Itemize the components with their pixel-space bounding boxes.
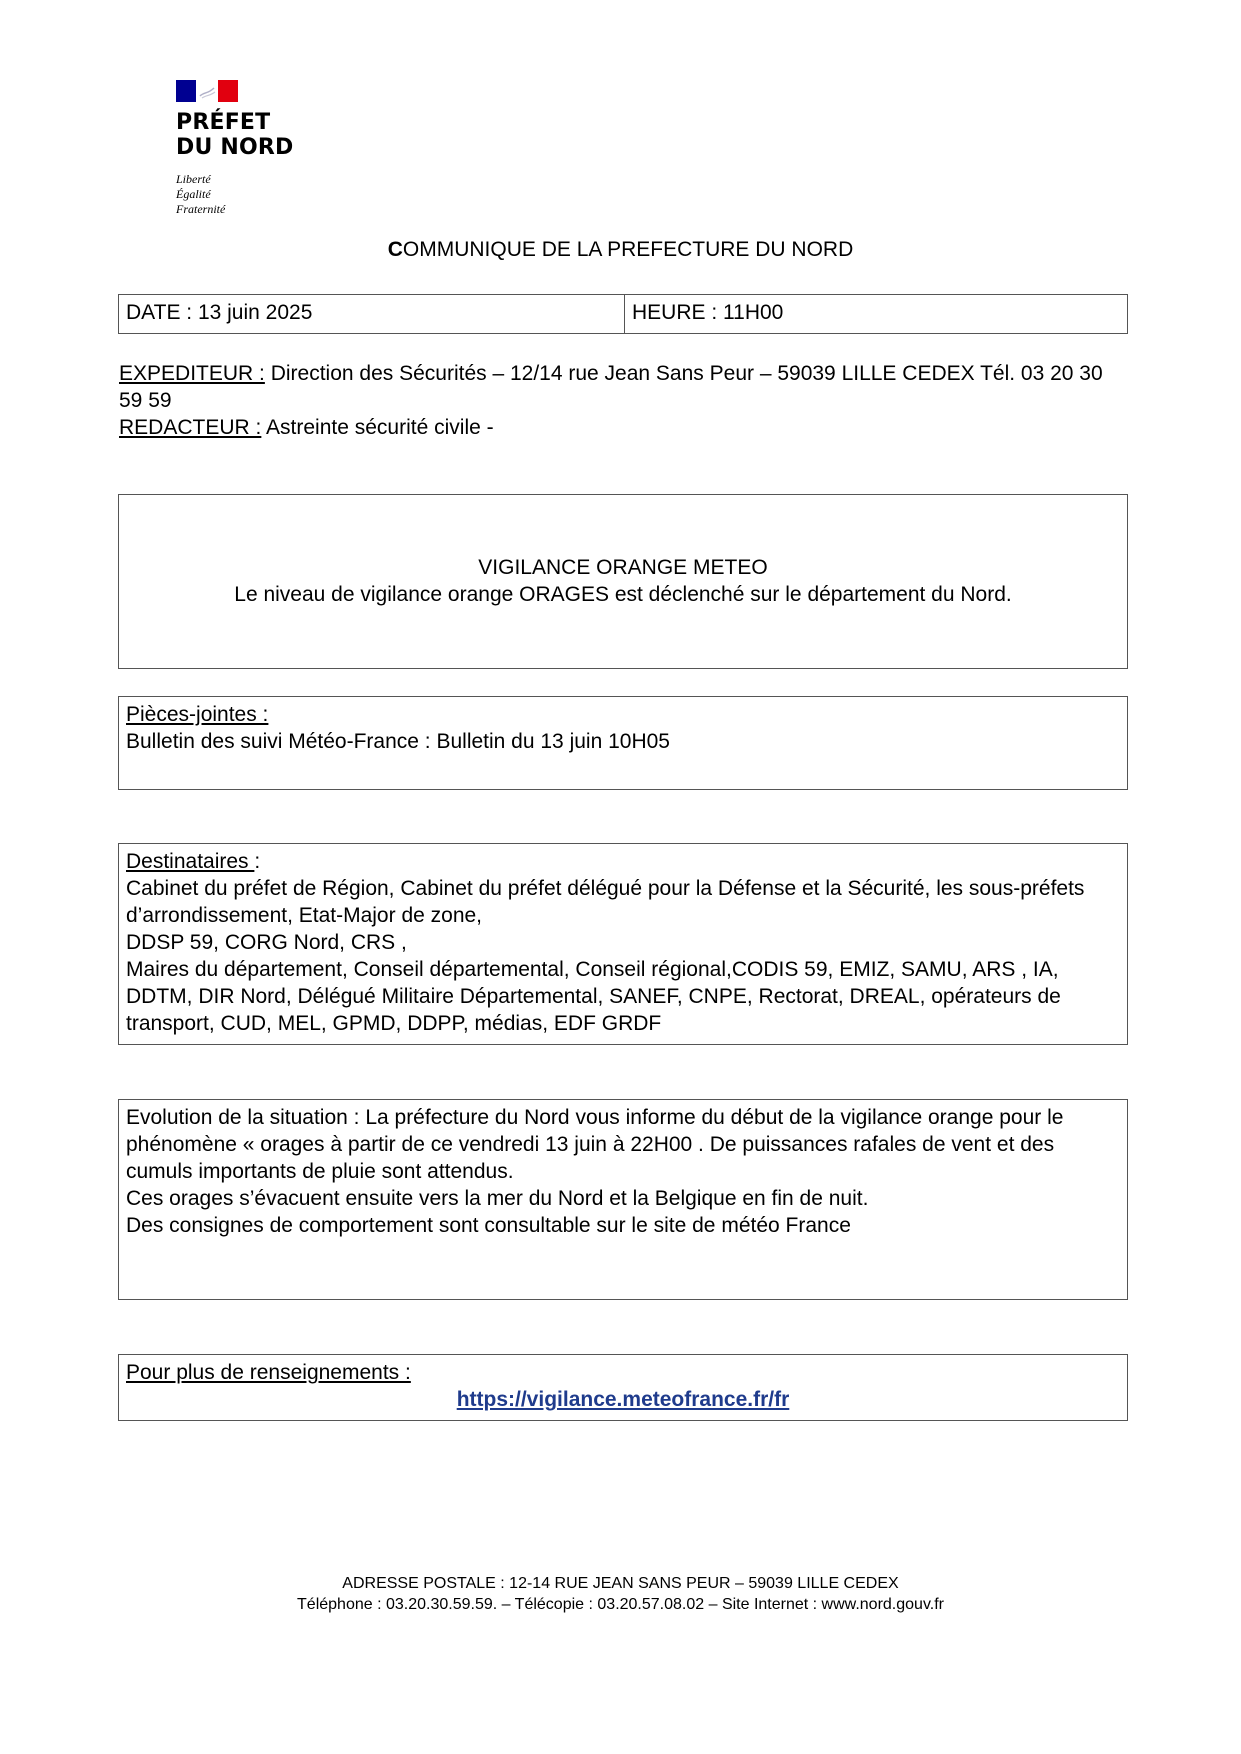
more-info-link-line: [126, 1386, 1120, 1413]
republic-motto: [176, 172, 396, 217]
logo-title-line1: PRÉFET: [176, 110, 271, 135]
meteofrance-link[interactable]: https://vigilance.meteofrance.fr/fr: [456, 1388, 790, 1411]
expediteur-label: EXPEDITEUR :: [119, 362, 265, 385]
redacteur-line: [119, 414, 1129, 441]
document-title: [0, 238, 1241, 262]
more-info-label: Pour plus de renseignements :: [126, 1361, 411, 1384]
redacteur-label: REDACTEUR :: [119, 416, 262, 439]
attachments-text: Bulletin des suivi Météo-France : Bulletin du 13 juin 10H05: [126, 730, 670, 753]
recipients-line-3: Maires du département, Conseil départemental, Conseil régional,CODIS 59, EMIZ, SAMU, ARS , IA, DDTM, DIR Nord, Délégué Militaire Départemental, SANEF, CNPE, Rectorat, DREAL, opérateurs de transport, CUD, MEL, GPMD, DDPP, médias, EDF GRDF: [126, 958, 1061, 1035]
expediteur-value: Direction des Sécurités – 12/14 rue Jean Sans Peur – 59039 LILLE CEDEX Tél. 03 20 30 59 59: [119, 362, 1103, 412]
republic-flag-icon: [176, 80, 238, 102]
logo-title-line2: DU NORD: [176, 135, 294, 160]
document-title-rest: OMMUNIQUE DE LA PREFECTURE DU NORD: [402, 238, 854, 261]
motto-liberte: Liberté: [176, 172, 211, 186]
alert-title: VIGILANCE ORANGE METEO: [478, 556, 768, 579]
date-cell: DATE : 13 juin 2025: [119, 295, 625, 333]
situation-evolution-box: [118, 1099, 1128, 1300]
footer-contact: Téléphone : 03.20.30.59.59. – Télécopie : 03.20.57.08.02 – Site Internet : www.nord.gouv.fr: [297, 1596, 944, 1613]
footer-address: ADRESSE POSTALE : 12-14 RUE JEAN SANS PEUR – 59039 LILLE CEDEX: [342, 1575, 899, 1592]
more-info-box: [118, 1354, 1128, 1421]
evolution-line-3: Des consignes de comportement sont consultable sur le site de météo France: [126, 1214, 851, 1237]
document-title-initial: C: [387, 238, 403, 261]
motto-fraternite: Fraternité: [176, 202, 226, 216]
recipients-line-1: Cabinet du préfet de Région, Cabinet du préfet délégué pour la Défense et la Sécurité, les sous-préfets d’arrondissement, Etat-Major de zone,: [126, 877, 1085, 927]
redacteur-value: Astreinte sécurité civile -: [261, 416, 494, 439]
sender-block: [119, 360, 1129, 441]
motto-egalite: Égalité: [176, 187, 211, 201]
recipients-line-2: DDSP 59, CORG Nord, CRS ,: [126, 931, 407, 954]
recipients-box: [118, 843, 1128, 1045]
prefecture-logo: [176, 80, 396, 217]
page-footer: [0, 1573, 1241, 1615]
recipients-label: Destinataires: [126, 850, 255, 873]
recipients-label-colon: :: [254, 850, 261, 873]
evolution-line-1: Evolution de la situation : La préfecture du Nord vous informe du début de la vigilance orange pour le phénomène « orages à partir de ce vendredi 13 juin à 22H00 . De puissances rafales de vent et des cumuls importants de pluie sont attendus.: [126, 1106, 1064, 1183]
date-time-table: [118, 294, 1128, 334]
attachments-box: [118, 696, 1128, 790]
expediteur-line: [119, 360, 1129, 414]
time-cell: HEURE : 11H00: [632, 301, 784, 324]
attachments-label: Pièces-jointes :: [126, 703, 269, 726]
vigilance-alert-box: [118, 494, 1128, 669]
alert-text: Le niveau de vigilance orange ORAGES est déclenché sur le département du Nord.: [234, 583, 1012, 606]
evolution-line-2: Ces orages s’évacuent ensuite vers la mer du Nord et la Belgique en fin de nuit.: [126, 1187, 869, 1210]
recipients-label-line: [126, 848, 1120, 875]
